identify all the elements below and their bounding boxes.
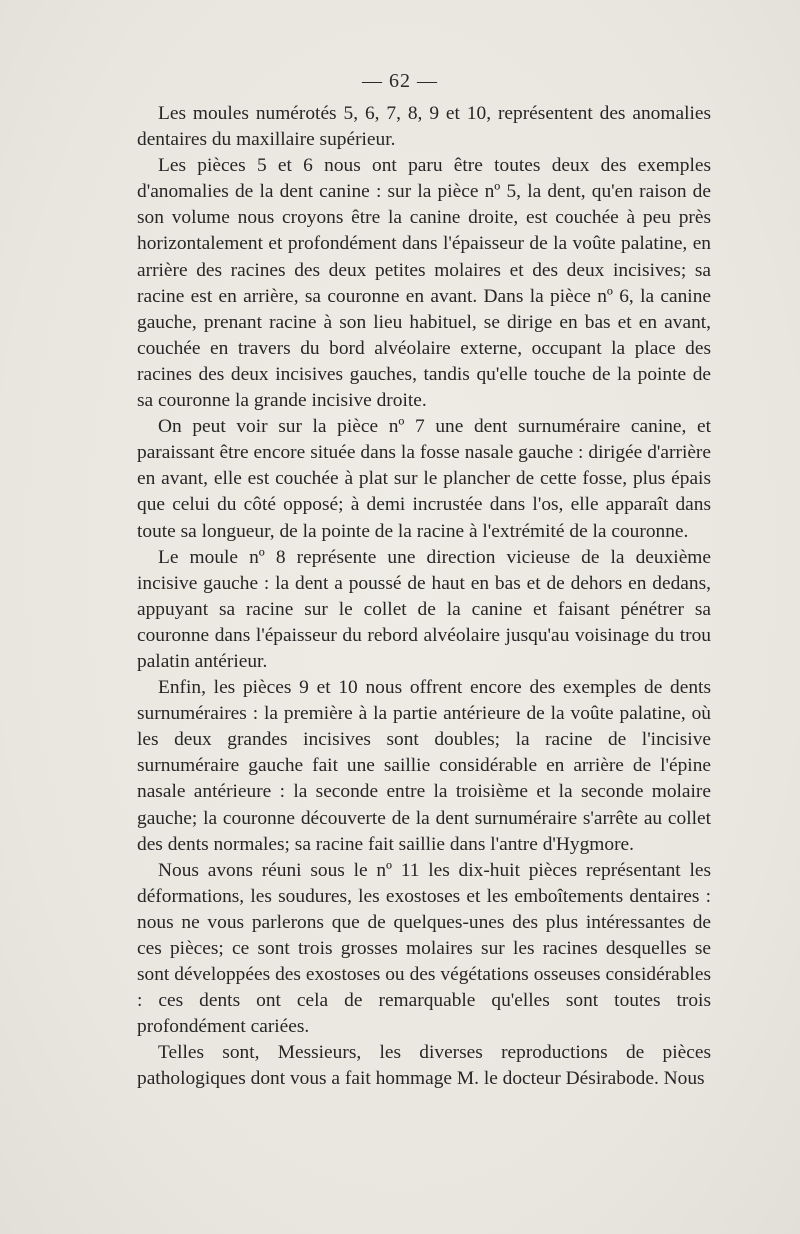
paragraph: Les moules numérotés 5, 6, 7, 8, 9 et 10, représentent des anomalies dentaires du maxillaire supérieur. [137,103,711,151]
paragraph: Telles sont, Messieurs, les diverses reproductions de pièces pathologiques dont vous a fait hommage M. le docteur Désirabode. Nous [137,1042,711,1090]
page-number: — 62 — [362,70,438,92]
paragraph: On peut voir sur la pièce nº 7 une dent surnuméraire canine, et paraissant être encore située dans la fosse nasale gauche : dirigée d'arrière en avant, elle est couchée à plat sur le plancher de cette fosse, plus épais que celui du côté opposé; à demi incrustée dans l'os, elle apparaît dans toute sa longueur, de la pointe de la racine à l'extrémité de la couronne. [137,416,711,542]
paragraph: Les pièces 5 et 6 nous ont paru être toutes deux des exemples d'anomalies de la dent canine : sur la pièce nº 5, la dent, qu'en raison de son volume nous croyons être la canine droite, est couchée à peu près horizontalement et profondément dans l'épaisseur de la voûte palatine, en arrière des racines des deux petites molaires et des deux incisives; sa racine est en arrière, sa couronne en avant. Dans la pièce nº 6, la canine gauche, prenant racine à son lieu habituel, se dirige en bas et en avant, couchée en travers du bord alvéolaire externe, occupant la place des racines des deux incisives gauches, tandis qu'elle touche de la pointe de sa couronne la grande incisive droite. [137,155,711,412]
paragraph: Nous avons réuni sous le nº 11 les dix-huit pièces représentant les déformations, les soudures, les exostoses et les emboîtements dentaires : nous ne vous parlerons que de quelques-unes des plus intéressantes de ces pièces; ce sont trois grosses molaires sur les racines desquelles se sont développées des exostoses ou des végétations osseuses considérables : ces dents ont cela de remarquable qu'elles sont toutes trois profondément cariées. [137,859,711,1038]
body-text [137,101,711,1093]
paragraph: Le moule nº 8 représente une direction vicieuse de la deuxième incisive gauche : la dent a poussé de haut en bas et de dehors en dedans, appuyant sa racine sur le collet de la canine et faisant pénétrer sa couronne dans l'épaisseur du rebord alvéolaire jusqu'au voisinage du trou palatin antérieur. [137,546,711,672]
paragraph: Enfin, les pièces 9 et 10 nous offrent encore des exemples de dents surnuméraires : la première à la partie antérieure de la voûte palatine, où les deux grandes incisives sont doubles; la racine de l'incisive surnuméraire gauche fait une saillie considérable en arrière de l'épine nasale antérieure : la seconde entre la troisième et la seconde molaire gauche; la couronne découverte de la dent surnuméraire s'arrête au collet des dents normales; sa racine fait saillie dans l'antre d'Hygmore. [137,677,711,855]
